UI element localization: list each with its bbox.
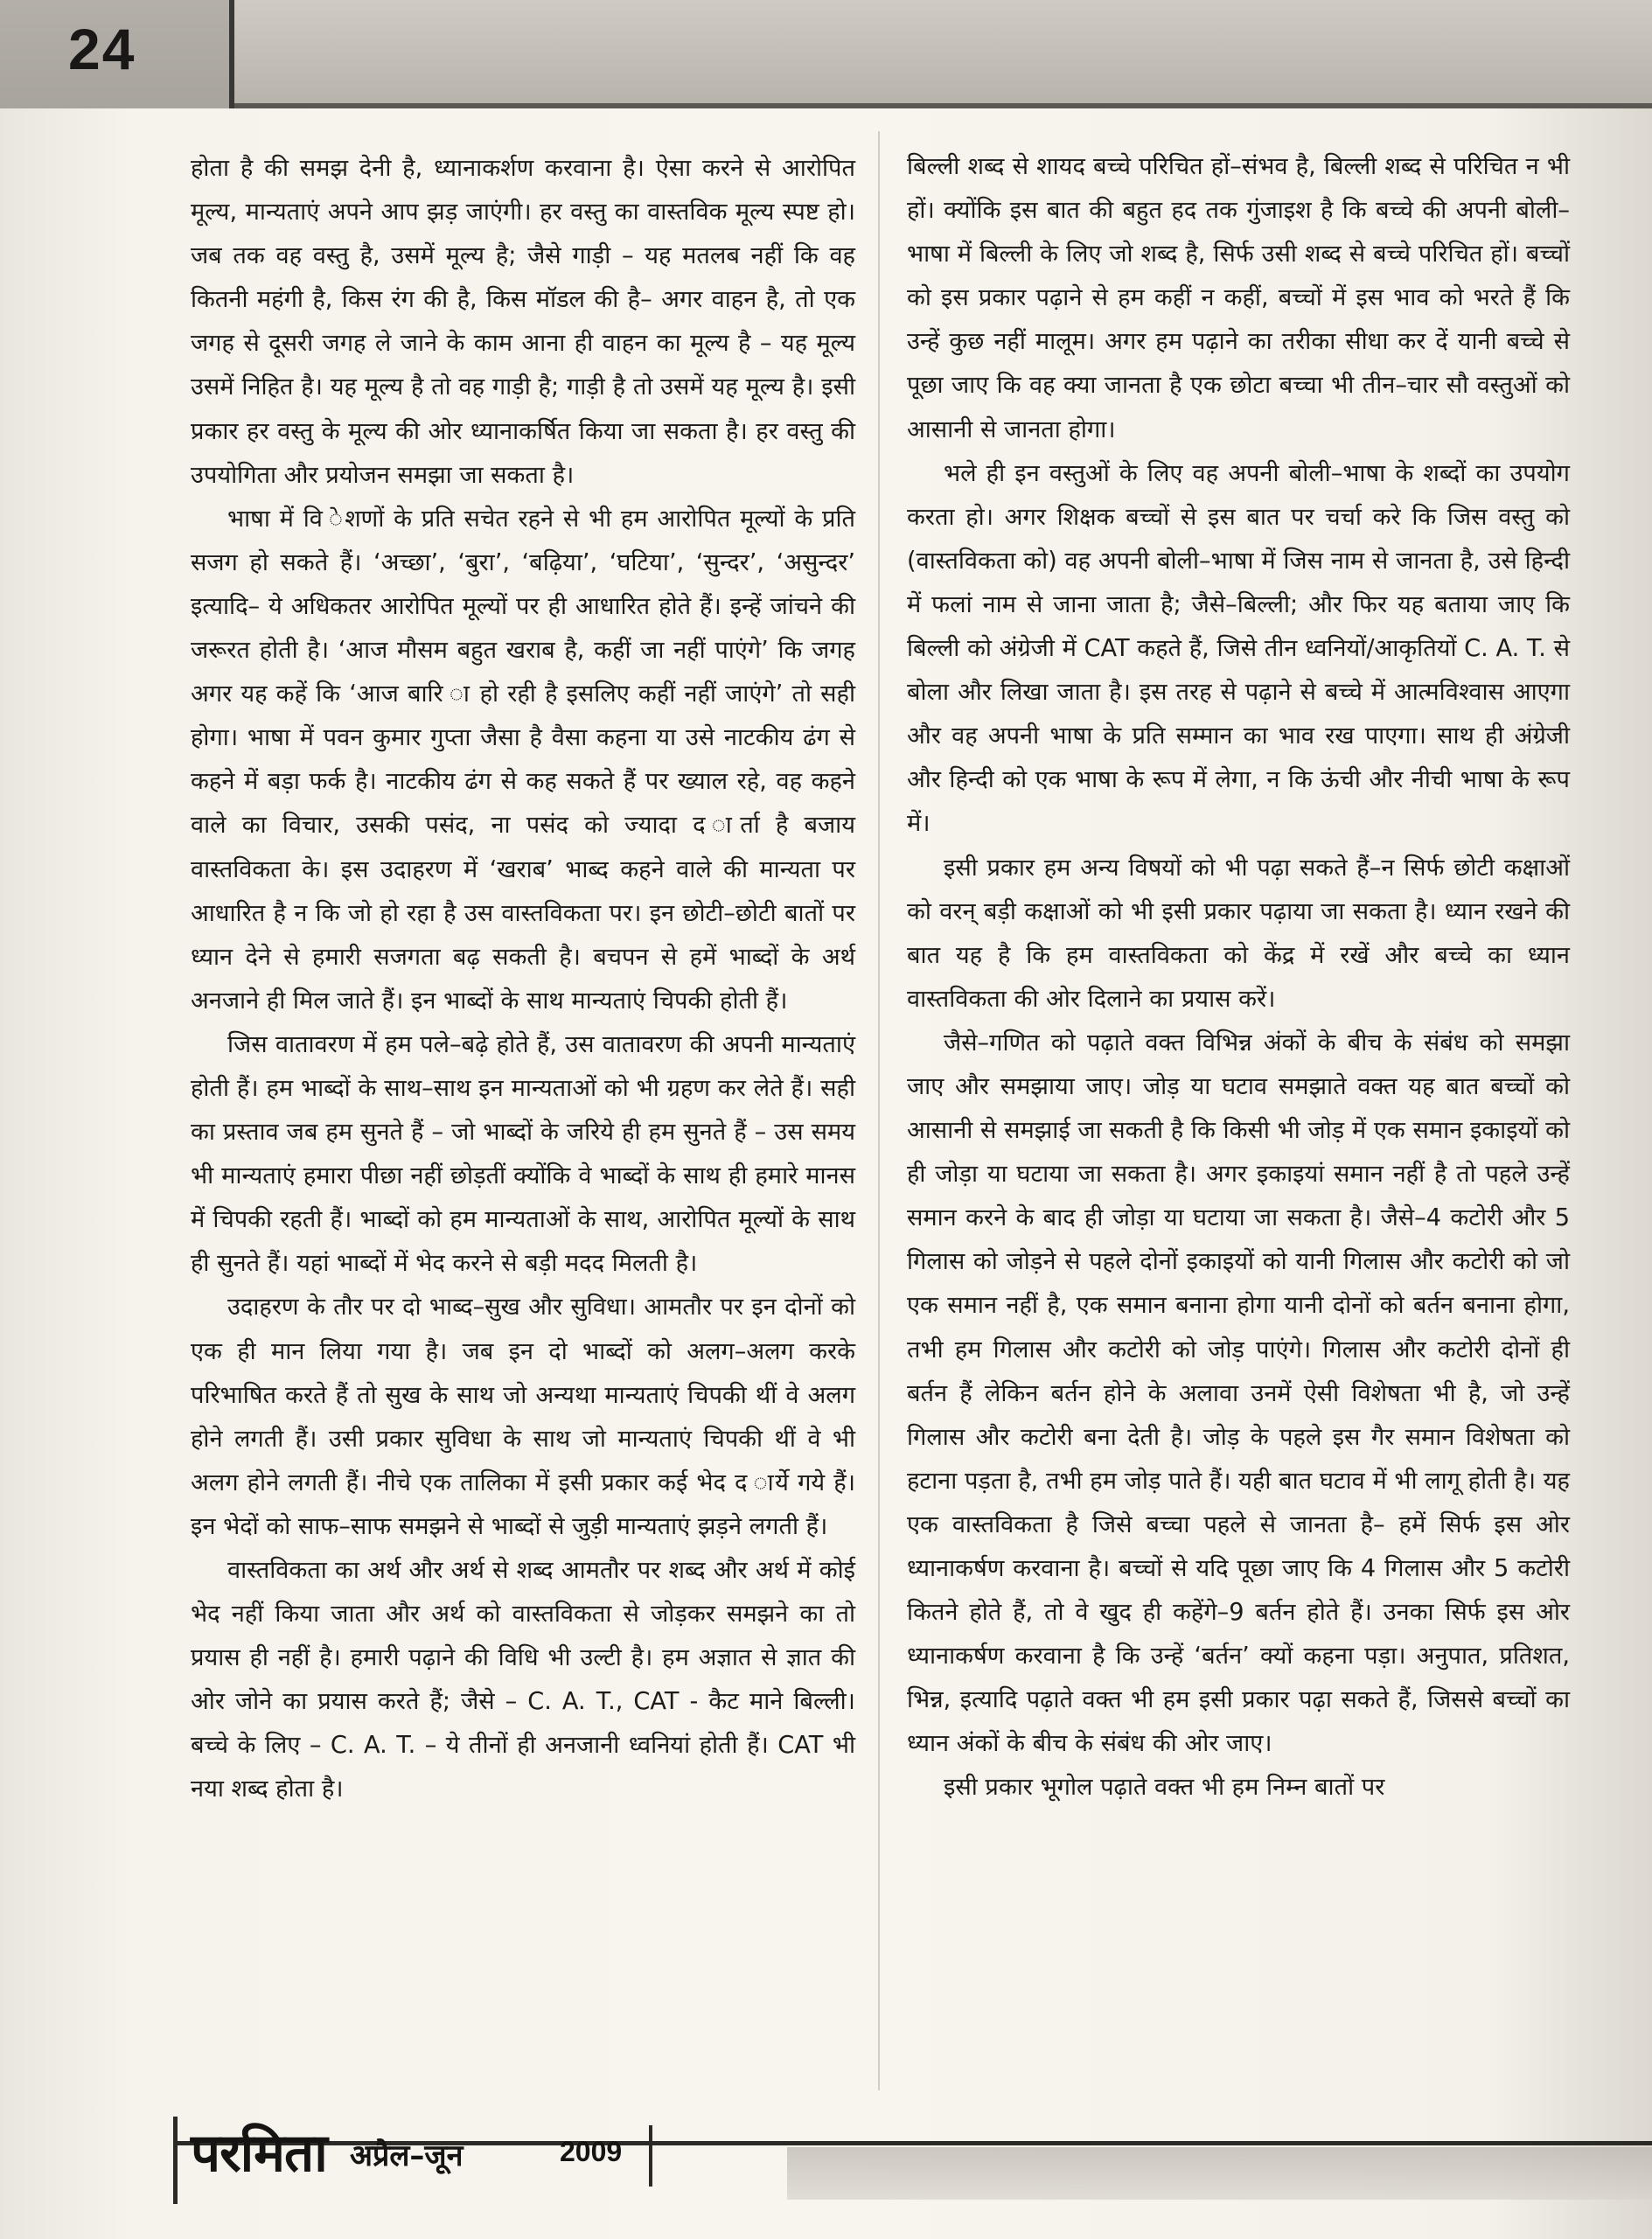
- page-number-box: [0, 0, 234, 108]
- paragraph: बिल्ली शब्द से शायद बच्चे परिचित हों–संभव है, बिल्ली शब्द से परिचित न भी हों। क्योंकि इस बात की बहुत हद तक गुंजाइश है कि बच्चे की अपनी बोली–भाषा में बिल्ली के लिए जो शब्द है, सिर्फ उसी शब्द से बच्चे परिचित हों। बच्चों को इस प्रकार पढ़ाने से हम कहीं न कहीं, बच्चों में इस भाव को भरते हैं कि उन्हें कुछ नहीं मालूम। अगर हम पढ़ाने का तरीका सीधा कर दें यानी बच्चे से पूछा जाए कि वह क्या जानता है एक छोटा बच्चा भी तीन–चार सौ वस्तुओं को आसानी से जानता होगा।: [907, 153, 1570, 443]
- column-divider: [878, 131, 880, 2090]
- paragraph: भाषा में वि ेशणों के प्रति सचेत रहने से भी हम आरोपित मूल्यों के प्रति सजग हो सकते हैं। ‘अच्छा’, ‘बुरा’, ‘बढ़िया’, ‘घटिया’, ‘सुन्दर’, ‘असुन्दर’ इत्यादि– ये अधिकतर आरोपित मूल्यों पर ही आधारित होते हैं। इन्हें जांचने की जरूरत होती है। ‘आज मौसम बहुत खराब है, कहीं जा नहीं पाएंगे’ कि जगह अगर यह कहें कि ‘आज बारि ा हो रही है इसलिए कहीं नहीं जाएंगे’ तो सही होगा। भाषा में पवन कुमार गुप्ता जैसा है वैसा कहना या उसे नाटकीय ढंग से कहने में बड़ा फर्क है। नाटकीय ढंग से कह सकते हैं पर ख्याल रहे, वह कहने वाले का विचार, उसकी पसंद, ना पसंद को ज्यादा द ार्ता है बजाय वास्तविकता के। इस उदाहरण में ‘खराब’ भाब्द कहने वाले की मान्यता पर आधारित है न कि जो हो रहा है उस वास्तविकता पर। इन छोटी–छोटी बातों पर ध्यान देने से हमारी सजगता बढ़ सकती है। बचपन से हमें भाब्दों के अर्थ अनजाने ही मिल जाते हैं। इन भाब्दों के साथ मान्यताएं चिपकी होती हैं।: [191, 505, 855, 1015]
- paragraph: भले ही इन वस्तुओं के लिए वह अपनी बोली–भाषा के शब्दों का उपयोग करता हो। अगर शिक्षक बच्चों से इस बात पर चर्चा करे कि जिस वस्तु को (वास्तविकता को) वह अपनी बोली–भाषा में जिस नाम से जानता है, उसे हिन्दी में फलां नाम से जाना जाता है; जैसे–बिल्ली; और फिर यह बताया जाए कि बिल्ली को अंग्रेजी में CAT कहते हैं, जिसे तीन ध्वनियों/आकृतियों C. A. T. से बोला और लिखा जाता है। इस तरह से पढ़ाने से बच्चे में आत्मविश्वास आएगा और वह अपनी भाषा के प्रति सम्मान का भाव रख पाएगा। साथ ही अंग्रेजी और हिन्दी को एक भाषा के रूप में लेगा, न कि ऊंची और नीची भाषा के रूप में।: [907, 459, 1570, 838]
- left-column: [191, 147, 855, 1812]
- issue-months: अप्रैल–जून: [350, 2138, 464, 2173]
- paragraph: जैसे–गणित को पढ़ाते वक्त विभिन्न अंकों के बीच के संबंध को समझा जाए और समझाया जाए। जोड़ या घटाव समझाते वक्त यह बात बच्चों को आसानी से समझाई जा सकती है कि किसी भी जोड़ में एक समान इकाइयों को ही जोड़ा या घटाया जा सकता है। अगर इकाइयां समान नहीं है तो पहले उन्हें समान करने के बाद ही जोड़ा या घटाया जा सकता है। जैसे–4 कटोरी और 5 गिलास को जोड़ने से पहले दोनों इकाइयों को यानी गिलास और कटोरी को जो एक समान नहीं है, एक समान बनाना होगा यानी दोनों को बर्तन बनाना होगा, तभी हम गिलास और कटोरी को जोड़ पाएंगे। गिलास और कटोरी दोनों ही बर्तन हैं लेकिन बर्तन होने के अलावा उनमें ऐसी विशेषता भी है, जो उन्हें गिलास और कटोरी बना देती है। जोड़ के पहले इस गैर समान विशेषता को हटाना पड़ता है, तभी हम जोड़ पाते हैं। यही बात घटाव में भी लागू होती है। यह एक वास्तविकता है जिसे बच्चा पहले से जानता है– हमें सिर्फ इस ओर ध्यानाकर्षण करवाना है। बच्चों से यदि पूछा जाए कि 4 गिलास और 5 कटोरी कितने होते हैं, तो वे खुद ही कहेंगे–9 बर्तन होते हैं। उनका सिर्फ इस ओर ध्यानाकर्षण करवाना है कि उन्हें ‘बर्तन’ क्यों कहना पड़ा। अनुपात, प्रतिशत, भिन्न, इत्यादि पढ़ाते वक्त भी हम इसी प्रकार पढ़ा सकते हैं, जिससे बच्चों का ध्यान अंकों के बीच के संबंध की ओर जाए।: [907, 1029, 1570, 1758]
- issue-year: 2009: [560, 2136, 623, 2167]
- paragraph: जिस वातावरण में हम पले–बढ़े होते हैं, उस वातावरण की अपनी मान्यताएं होती हैं। हम भाब्दों के साथ–साथ इन मान्यताओं को भी ग्रहण कर लेते हैं। सही का प्रस्ताव जब हम सुनते हैं – जो भाब्दों के जरिये ही हम सुनते हैं – उस समय भी मान्यताएं हमारा पीछा नहीं छोड़तीं क्योंकि वे भाब्दों के साथ ही हमारे मानस में चिपकी रहती हैं। भाब्दों को हम मान्यताओं के साथ, आरोपित मूल्यों के साथ ही सुनते हैं। यहां भाब्दों में भेद करने से बड़ी मदद मिलती है।: [191, 1030, 855, 1278]
- paragraph: उदाहरण के तौर पर दो भाब्द–सुख और सुविधा। आमतौर पर इन दोनों को एक ही मान लिया गया है। जब इन दो भाब्दों को अलग–अलग करके परिभाषित करते हैं तो सुख के साथ जो अन्यथा मान्यताएं चिपकी थीं वे अलग होने लगती हैं। उसी प्रकार सुविधा के साथ जो मान्यताएं चिपकी थीं वे भी अलग होने लगती हैं। नीचे एक तालिका में इसी प्रकार कई भेद द ार्ये गये हैं। इन भेदों को साफ–साफ समझने से भाब्दों से जुड़ी मान्यताएं झड़ने लगती हैं।: [191, 1294, 855, 1540]
- magazine-name: परमिता: [191, 2123, 327, 2184]
- page-number: 24: [68, 17, 136, 81]
- paragraph: इसी प्रकार हम अन्य विषयों को भी पढ़ा सकते हैं–न सिर्फ छोटी कक्षाओं को वरन् बड़ी कक्षाओं को भी इसी प्रकार पढ़ाया जा सकता है। ध्यान रखने की बात यह है कि हम वास्तविकता को केंद्र में रखें और बच्चे का ध्यान वास्तविकता की ओर दिलाने का प्रयास करें।: [907, 854, 1570, 1013]
- footer-right-tick: [649, 2125, 652, 2187]
- footer-shadow: [787, 2147, 1652, 2200]
- paragraph: इसी प्रकार भूगोल पढ़ाते वक्त भी हम निम्न बातों पर: [944, 1774, 1385, 1802]
- footer-left-tick: [173, 2117, 178, 2204]
- paragraph: वास्तविकता का अर्थ और अर्थ से शब्द आमतौर पर शब्द और अर्थ में कोई भेद नहीं किया जाता और अर्थ को वास्तविकता से जोड़कर समझने का तो प्रयास ही नहीं है। हमारी पढ़ाने की विधि भी उल्टी है। हम अज्ञात से ज्ञात की ओर जोने का प्रयास करते हैं; जैसे – C. A. T., CAT - कैट माने बिल्ली। बच्चे के लिए – C. A. T. – ये तीनों ही अनजानी ध्वनियां होती हैं। CAT भी नया शब्द होता है।: [191, 1557, 855, 1803]
- right-column: [907, 145, 1570, 1810]
- paragraph: होता है की समझ देनी है, ध्यानाकर्शण करवाना है। ऐसा करने से आरोपित मूल्य, मान्यताएं अपने आप झड़ जाएंगी। हर वस्तु का वास्तविक मूल्य स्पष्ट हो। जब तक वह वस्तु है, उसमें मूल्य है; जैसे गाड़ी – यह मतलब नहीं कि वह कितनी महंगी है, किस रंग की है, किस मॉडल की है– अगर वाहन है, तो एक जगह से दूसरी जगह ले जाने के काम आना ही वाहन का मूल्य है – यह मूल्य उसमें निहित है। यह मूल्य है तो वह गाड़ी है; गाड़ी है तो उसमें यह मूल्य है। इसी प्रकार हर वस्तु के मूल्य की ओर ध्यानाकर्षित किया जा सकता है। हर वस्तु की उपयोगिता और प्रयोजन समझा जा सकता है।: [191, 155, 855, 489]
- header-bar: [0, 0, 1652, 108]
